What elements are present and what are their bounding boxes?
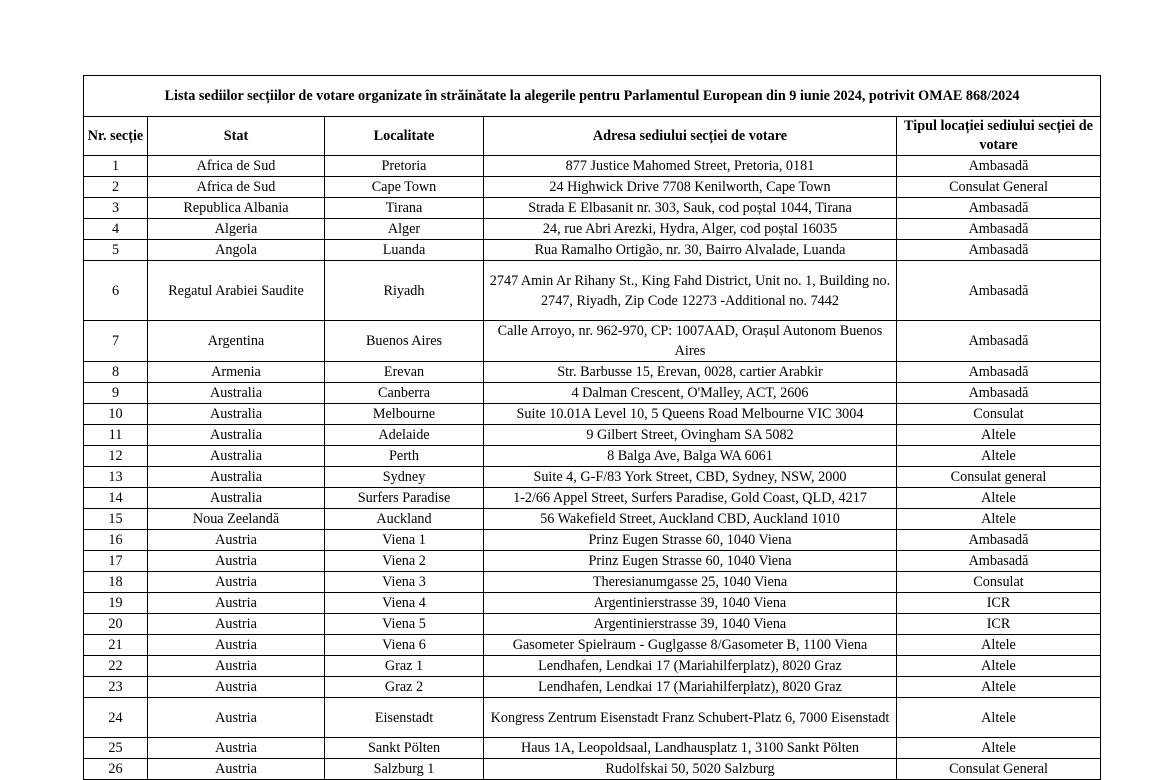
table-row (84, 240, 1101, 261)
cell-tip: Altele (897, 425, 1101, 446)
table-row (84, 261, 1101, 321)
table-row (84, 698, 1101, 738)
cell-stat: Australia (148, 446, 325, 467)
cell-adresa: Argentinierstrasse 39, 1040 Viena (484, 593, 897, 614)
cell-nr: 4 (84, 219, 148, 240)
cell-nr: 3 (84, 198, 148, 219)
cell-tip: Ambasadă (897, 261, 1101, 321)
cell-tip: Consulat General (897, 759, 1101, 780)
cell-nr: 11 (84, 425, 148, 446)
cell-adresa: 24 Highwick Drive 7708 Kenilworth, Cape Town (484, 177, 897, 198)
table-row (84, 759, 1101, 780)
cell-nr: 9 (84, 383, 148, 404)
cell-localitate: Pretoria (325, 156, 484, 177)
cell-stat: Austria (148, 614, 325, 635)
cell-localitate: Alger (325, 219, 484, 240)
cell-stat: Austria (148, 677, 325, 698)
table-row (84, 362, 1101, 383)
cell-adresa: Str. Barbusse 15, Erevan, 0028, cartier Arabkir (484, 362, 897, 383)
document-page (83, 75, 1100, 780)
column-header-adresa: Adresa sediului secției de votare (484, 117, 897, 156)
cell-tip: Consulat (897, 572, 1101, 593)
column-header-nr: Nr. secție (84, 117, 148, 156)
cell-tip: Altele (897, 698, 1101, 738)
cell-localitate: Viena 1 (325, 530, 484, 551)
cell-localitate: Adelaide (325, 425, 484, 446)
cell-tip: Ambasadă (897, 198, 1101, 219)
column-header-localitate: Localitate (325, 117, 484, 156)
cell-nr: 10 (84, 404, 148, 425)
cell-tip: Altele (897, 677, 1101, 698)
table-row (84, 425, 1101, 446)
cell-stat: Regatul Arabiei Saudite (148, 261, 325, 321)
cell-nr: 23 (84, 677, 148, 698)
cell-nr: 22 (84, 656, 148, 677)
cell-adresa: Lendhafen, Lendkai 17 (Mariahilferplatz), 8020 Graz (484, 656, 897, 677)
cell-adresa: Rudolfskai 50, 5020 Salzburg (484, 759, 897, 780)
cell-localitate: Cape Town (325, 177, 484, 198)
cell-nr: 25 (84, 738, 148, 759)
cell-localitate: Surfers Paradise (325, 488, 484, 509)
cell-localitate: Viena 2 (325, 551, 484, 572)
cell-stat: Austria (148, 635, 325, 656)
cell-adresa: Strada E Elbasanit nr. 303, Sauk, cod poștal 1044, Tirana (484, 198, 897, 219)
cell-localitate: Salzburg 1 (325, 759, 484, 780)
cell-adresa: Kongress Zentrum Eisenstadt Franz Schubert-Platz 6, 7000 Eisenstadt (484, 698, 897, 738)
cell-stat: Austria (148, 656, 325, 677)
table-row (84, 551, 1101, 572)
table-row (84, 738, 1101, 759)
table-row (84, 404, 1101, 425)
cell-localitate: Auckland (325, 509, 484, 530)
cell-tip: Consulat general (897, 467, 1101, 488)
cell-stat: Africa de Sud (148, 156, 325, 177)
cell-stat: Armenia (148, 362, 325, 383)
table-row (84, 219, 1101, 240)
cell-tip: Ambasadă (897, 156, 1101, 177)
cell-nr: 21 (84, 635, 148, 656)
cell-tip: Ambasadă (897, 219, 1101, 240)
cell-localitate: Erevan (325, 362, 484, 383)
cell-nr: 17 (84, 551, 148, 572)
table-row (84, 509, 1101, 530)
cell-localitate: Riyadh (325, 261, 484, 321)
cell-stat: Republica Albania (148, 198, 325, 219)
cell-adresa: 1-2/66 Appel Street, Surfers Paradise, Gold Coast, QLD, 4217 (484, 488, 897, 509)
cell-adresa: Prinz Eugen Strasse 60, 1040 Viena (484, 551, 897, 572)
table-row (84, 656, 1101, 677)
cell-tip: Ambasadă (897, 530, 1101, 551)
cell-localitate: Graz 1 (325, 656, 484, 677)
cell-stat: Austria (148, 593, 325, 614)
cell-localitate: Viena 4 (325, 593, 484, 614)
cell-nr: 1 (84, 156, 148, 177)
table-row (84, 614, 1101, 635)
table-row (84, 593, 1101, 614)
cell-localitate: Sankt Pölten (325, 738, 484, 759)
cell-stat: Austria (148, 551, 325, 572)
cell-tip: Altele (897, 509, 1101, 530)
cell-stat: Australia (148, 383, 325, 404)
cell-adresa: Argentinierstrasse 39, 1040 Viena (484, 614, 897, 635)
cell-stat: Australia (148, 467, 325, 488)
cell-stat: Australia (148, 488, 325, 509)
cell-adresa: 9 Gilbert Street, Ovingham SA 5082 (484, 425, 897, 446)
cell-adresa: 877 Justice Mahomed Street, Pretoria, 0181 (484, 156, 897, 177)
polling-stations-table (83, 75, 1101, 780)
cell-tip: ICR (897, 614, 1101, 635)
cell-nr: 19 (84, 593, 148, 614)
cell-localitate: Buenos Aires (325, 321, 484, 362)
cell-stat: Africa de Sud (148, 177, 325, 198)
cell-tip: Consulat General (897, 177, 1101, 198)
table-row (84, 467, 1101, 488)
cell-localitate: Eisenstadt (325, 698, 484, 738)
cell-adresa: Calle Arroyo, nr. 962-970, CP: 1007AAD, Orașul Autonom Buenos Aires (484, 321, 897, 362)
table-row (84, 177, 1101, 198)
cell-stat: Australia (148, 425, 325, 446)
table-row (84, 198, 1101, 219)
cell-tip: Altele (897, 656, 1101, 677)
table-row (84, 530, 1101, 551)
cell-nr: 18 (84, 572, 148, 593)
column-header-stat: Stat (148, 117, 325, 156)
cell-nr: 20 (84, 614, 148, 635)
column-header-tip: Tipul locației sediului secției de votare (897, 117, 1101, 156)
cell-stat: Noua Zeelandă (148, 509, 325, 530)
cell-localitate: Melbourne (325, 404, 484, 425)
cell-tip: Ambasadă (897, 551, 1101, 572)
table-title: Lista sediilor secțiilor de votare organizate în străinătate la alegerile pentru Parlamentul European din 9 iunie 2024, potrivit OMAE 868/2024 (84, 76, 1101, 117)
cell-adresa: Rua Ramalho Ortigão, nr. 30, Bairro Alvalade, Luanda (484, 240, 897, 261)
cell-adresa: 8 Balga Ave, Balga WA 6061 (484, 446, 897, 467)
cell-adresa: Haus 1A, Leopoldsaal, Landhausplatz 1, 3100 Sankt Pölten (484, 738, 897, 759)
cell-stat: Angola (148, 240, 325, 261)
table-row (84, 156, 1101, 177)
table-row (84, 321, 1101, 362)
cell-nr: 12 (84, 446, 148, 467)
cell-stat: Austria (148, 530, 325, 551)
table-row (84, 572, 1101, 593)
cell-tip: Altele (897, 488, 1101, 509)
cell-adresa: Theresianumgasse 25, 1040 Viena (484, 572, 897, 593)
cell-adresa: 4 Dalman Crescent, O'Malley, ACT, 2606 (484, 383, 897, 404)
cell-stat: Algeria (148, 219, 325, 240)
cell-localitate: Sydney (325, 467, 484, 488)
cell-tip: Altele (897, 446, 1101, 467)
cell-localitate: Canberra (325, 383, 484, 404)
cell-tip: Ambasadă (897, 321, 1101, 362)
cell-nr: 14 (84, 488, 148, 509)
cell-tip: Consulat (897, 404, 1101, 425)
cell-stat: Austria (148, 572, 325, 593)
cell-nr: 8 (84, 362, 148, 383)
table-row (84, 383, 1101, 404)
cell-nr: 13 (84, 467, 148, 488)
cell-nr: 15 (84, 509, 148, 530)
cell-adresa: Suite 10.01A Level 10, 5 Queens Road Melbourne VIC 3004 (484, 404, 897, 425)
cell-stat: Austria (148, 698, 325, 738)
cell-nr: 7 (84, 321, 148, 362)
cell-localitate: Viena 3 (325, 572, 484, 593)
cell-adresa: Gasometer Spielraum - Guglgasse 8/Gasometer B, 1100 Viena (484, 635, 897, 656)
table-header-row (84, 117, 1101, 156)
cell-adresa: 56 Wakefield Street, Auckland CBD, Auckland 1010 (484, 509, 897, 530)
cell-tip: Ambasadă (897, 240, 1101, 261)
table-row (84, 635, 1101, 656)
cell-nr: 26 (84, 759, 148, 780)
cell-tip: Ambasadă (897, 362, 1101, 383)
table-row (84, 677, 1101, 698)
cell-adresa: 2747 Amin Ar Rihany St., King Fahd District, Unit no. 1, Building no. 2747, Riyadh, Zip Code 12273 -Additional no. 7442 (484, 261, 897, 321)
table-title-row (84, 76, 1101, 117)
cell-nr: 5 (84, 240, 148, 261)
cell-localitate: Viena 5 (325, 614, 484, 635)
cell-adresa: Suite 4, G-F/83 York Street, CBD, Sydney, NSW, 2000 (484, 467, 897, 488)
cell-stat: Austria (148, 759, 325, 780)
cell-adresa: 24, rue Abri Arezki, Hydra, Alger, cod poștal 16035 (484, 219, 897, 240)
cell-nr: 16 (84, 530, 148, 551)
cell-adresa: Prinz Eugen Strasse 60, 1040 Viena (484, 530, 897, 551)
cell-tip: Altele (897, 738, 1101, 759)
cell-localitate: Viena 6 (325, 635, 484, 656)
cell-stat: Austria (148, 738, 325, 759)
cell-tip: Altele (897, 635, 1101, 656)
cell-tip: Ambasadă (897, 383, 1101, 404)
cell-nr: 6 (84, 261, 148, 321)
cell-localitate: Perth (325, 446, 484, 467)
cell-localitate: Tirana (325, 198, 484, 219)
cell-adresa: Lendhafen, Lendkai 17 (Mariahilferplatz), 8020 Graz (484, 677, 897, 698)
table-row (84, 446, 1101, 467)
cell-stat: Argentina (148, 321, 325, 362)
cell-nr: 24 (84, 698, 148, 738)
table-row (84, 488, 1101, 509)
cell-localitate: Graz 2 (325, 677, 484, 698)
cell-localitate: Luanda (325, 240, 484, 261)
cell-nr: 2 (84, 177, 148, 198)
cell-tip: ICR (897, 593, 1101, 614)
cell-stat: Australia (148, 404, 325, 425)
